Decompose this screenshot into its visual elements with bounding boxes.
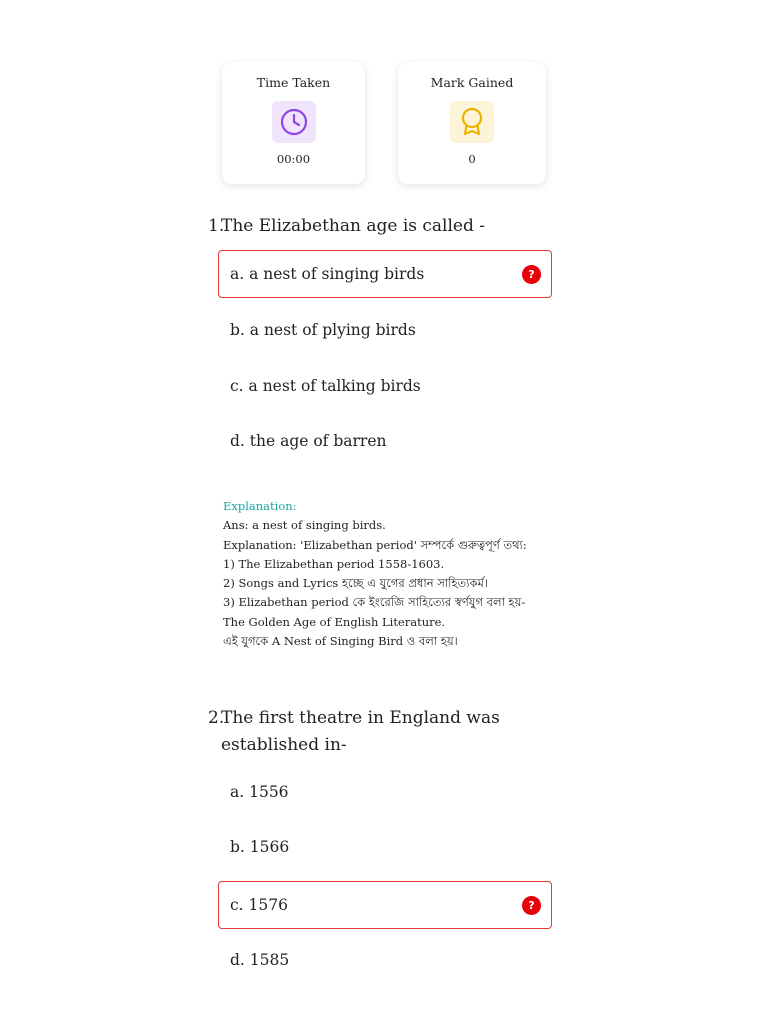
award-icon (450, 101, 494, 143)
option-1b[interactable] (218, 306, 552, 354)
question-mark-icon: ? (522, 896, 541, 915)
option-label: b. 1566 (230, 838, 290, 856)
option-label: d. 1585 (230, 951, 290, 969)
explanation-line: এই যুগকে A Nest of Singing Bird ও বলা হয়। (223, 634, 458, 649)
option-label: d. the age of barren (230, 432, 387, 450)
mark-gained-value: 0 (468, 152, 476, 166)
question-number: 1. (208, 216, 225, 236)
option-1c[interactable] (218, 362, 552, 410)
explanation-line: Explanation: 'Elizabethan period' সম্পর্কে গুরুত্বপূর্ণ তথ্য: (223, 537, 527, 552)
option-label: b. a nest of plying birds (230, 321, 416, 339)
explanation-block (223, 497, 563, 651)
option-1d[interactable] (218, 417, 552, 465)
question-mark-icon: ? (522, 265, 541, 284)
mark-gained-card (398, 62, 546, 184)
time-taken-value: 00:00 (276, 152, 311, 166)
time-taken-label: Time Taken (256, 75, 331, 90)
explanation-line: 2) Songs and Lyrics হচ্ছে এ যুগের প্রধান সাহিত্যকর্ম। (223, 576, 488, 591)
question-text: The first theatre in England was established in- (221, 708, 500, 755)
explanation-line: 3) Elizabethan period কে ইংরেজি সাহিত্যের স্বর্ণযুগ বলা হয়- (223, 595, 526, 610)
explanation-line: Ans: a nest of singing birds. (223, 518, 386, 533)
question-number: 2. (208, 708, 225, 728)
option-label: c. a nest of talking birds (230, 377, 421, 395)
explanation-line: 1) The Elizabethan period 1558-1603. (223, 556, 445, 571)
time-taken-card (222, 62, 365, 184)
question-1 (208, 213, 538, 240)
option-2a[interactable] (218, 768, 552, 816)
option-label: a. 1556 (230, 783, 289, 801)
explanation-title: Explanation: (223, 499, 297, 513)
option-label: a. a nest of singing birds (230, 265, 425, 283)
option-1a[interactable] (218, 250, 552, 298)
option-2b[interactable] (218, 823, 552, 871)
option-2d[interactable] (218, 936, 552, 984)
question-text: The Elizabethan age is called - (221, 216, 486, 236)
clock-icon (272, 101, 316, 143)
explanation-line: The Golden Age of English Literature. (223, 614, 446, 629)
mark-gained-label: Mark Gained (430, 75, 514, 90)
option-2c[interactable] (218, 881, 552, 929)
option-label: c. 1576 (230, 896, 288, 914)
question-2 (208, 705, 538, 759)
